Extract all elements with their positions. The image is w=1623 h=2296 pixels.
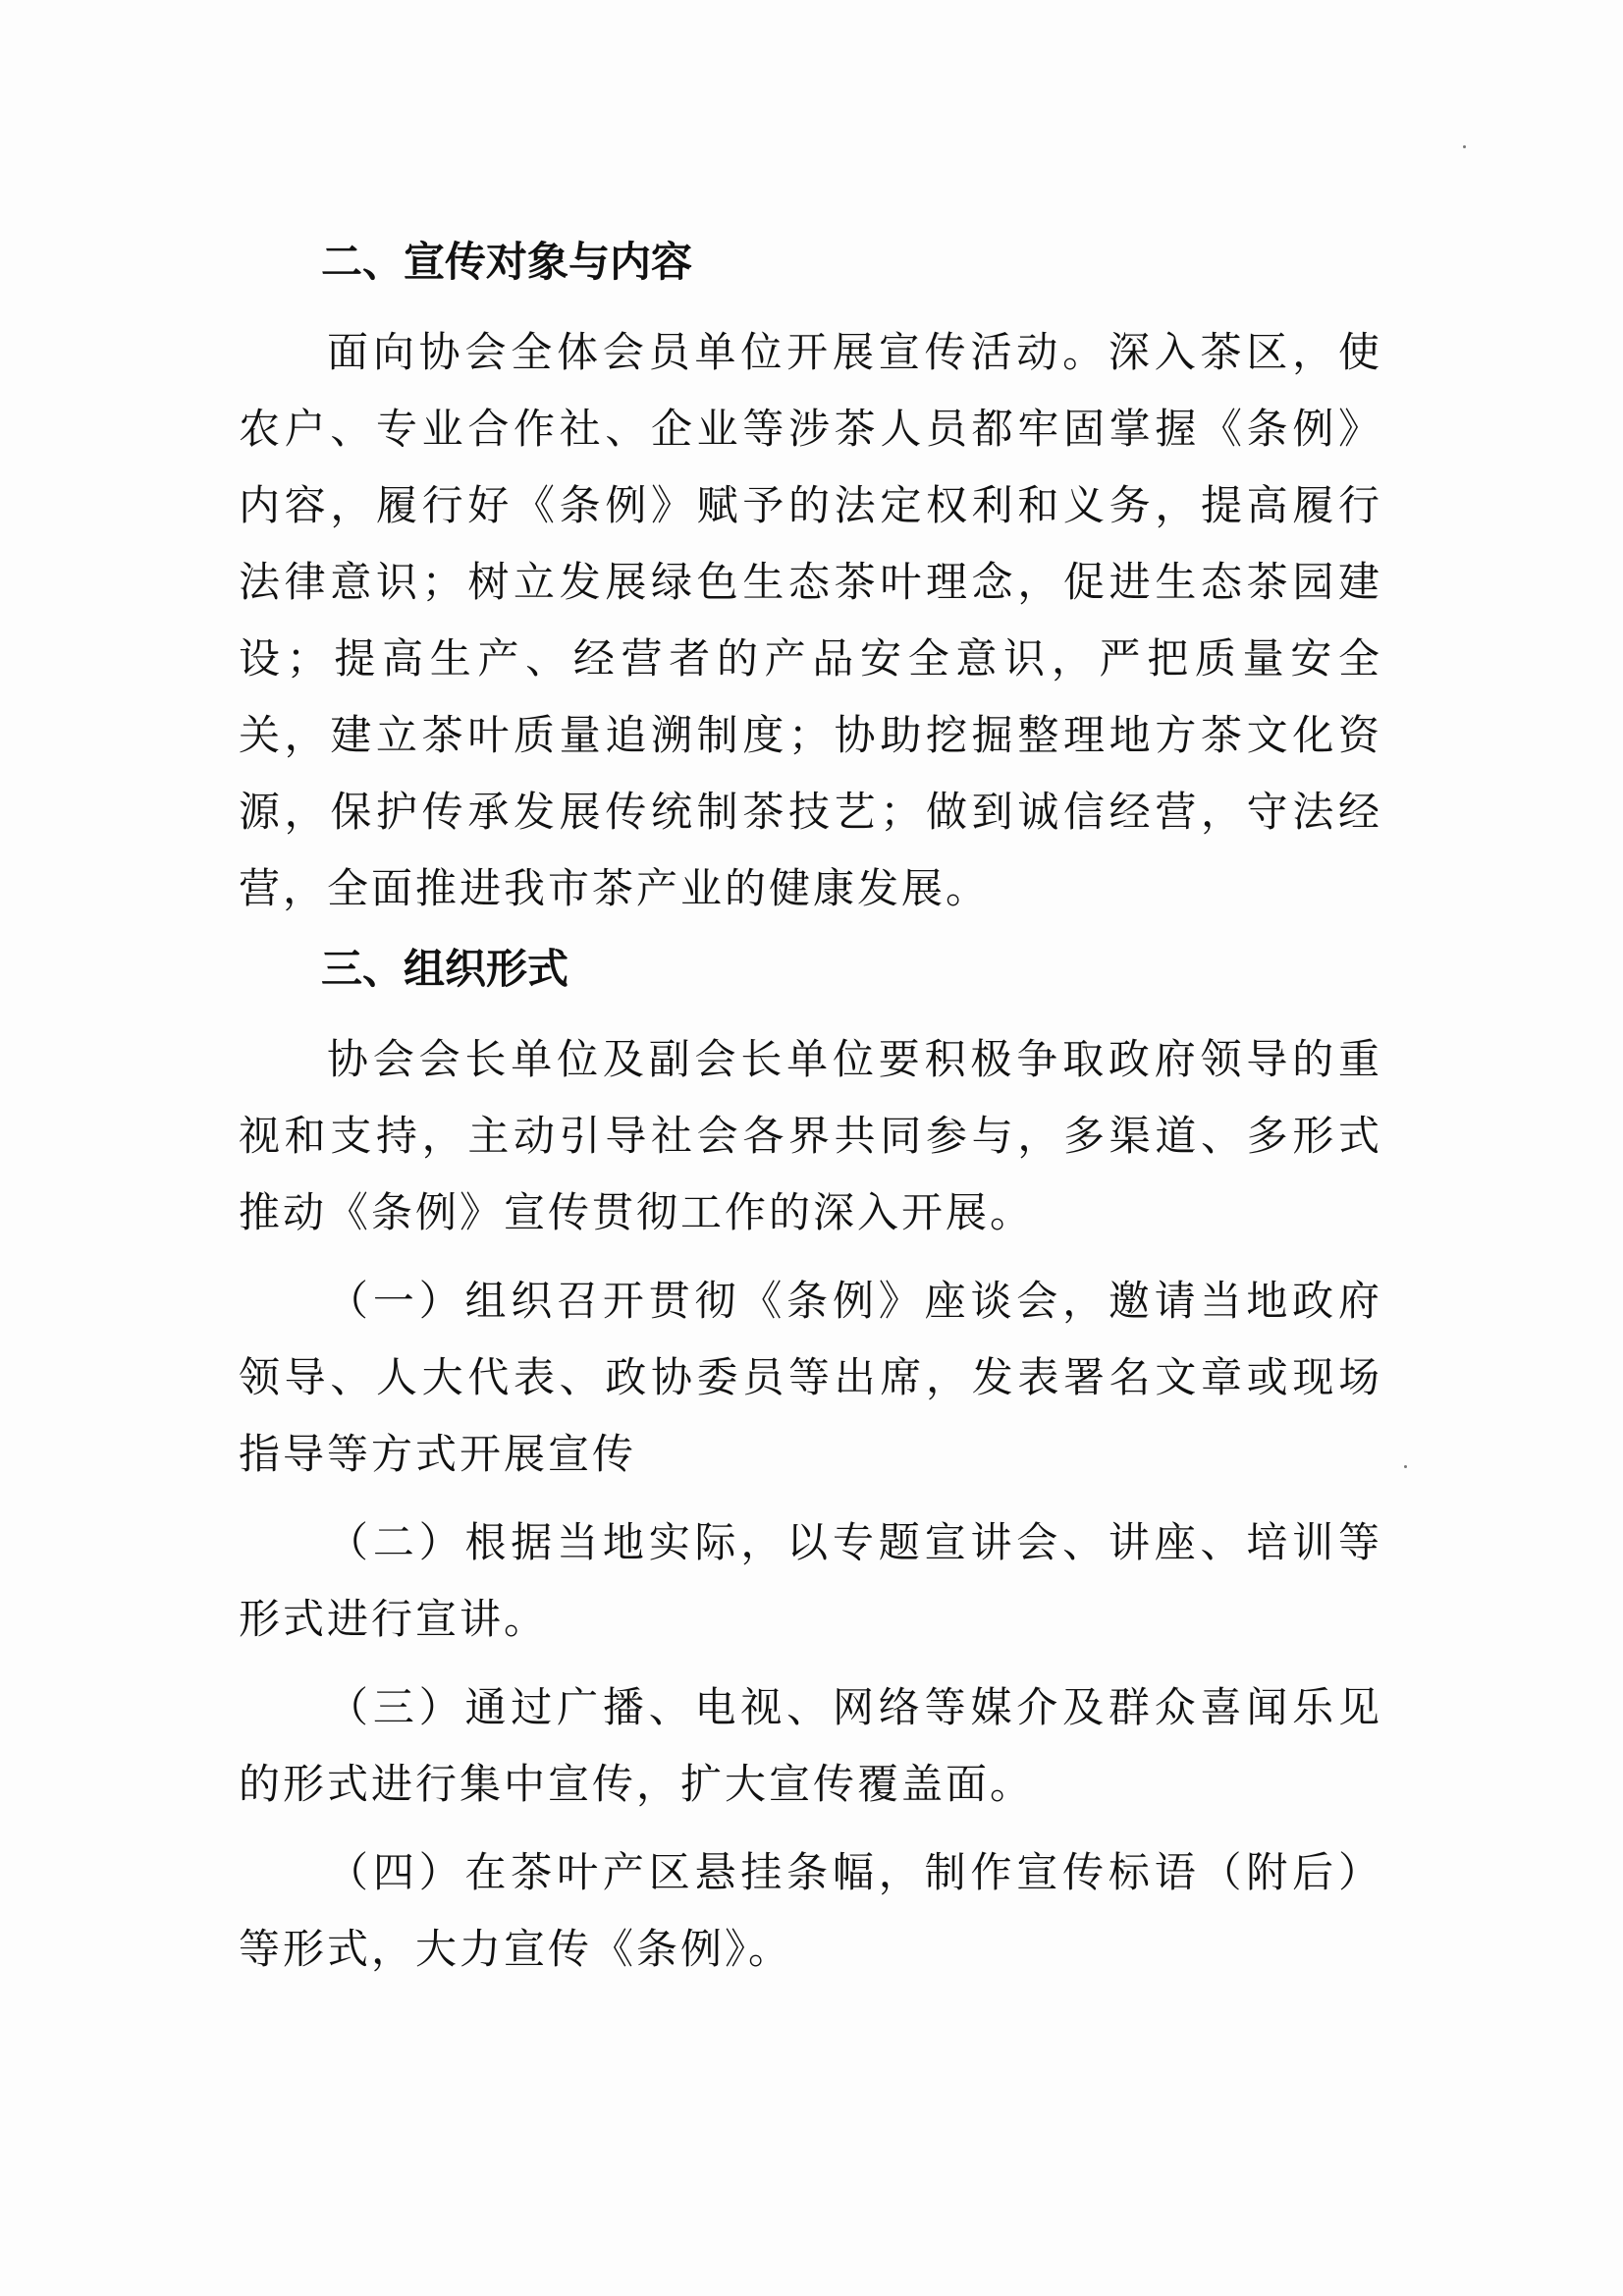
document-body: [239, 224, 1382, 1988]
scan-speck: [1463, 145, 1466, 148]
section-2-paragraph: 面向协会全体会员单位开展宣传活动。深入茶区，使农户、专业合作社、企业等涉茶人员都牢固掌握《条例》内容，履行好《条例》赋予的法定权利和义务，提高履行法律意识；树立发展绿色生态茶叶理念，促进生态茶园建设；提高生产、经营者的产品安全意识，严把质量安全关，建立茶叶质量追溯制度；协助挖掘整理地方茶文化资源，保护传承发展传统制茶技艺；做到诚信经营，守法经营，全面推进我市茶产业的健康发展。: [239, 328, 1382, 912]
section-3-item-1: （一）组织召开贯彻《条例》座谈会，邀请当地政府领导、人大代表、政协委员等出席，发表署名文章或现场指导等方式开展宣传: [239, 1277, 1382, 1478]
section-heading-2: 二、宣传对象与内容: [321, 238, 693, 286]
section-heading-3: 三、组织形式: [321, 945, 569, 993]
section-3-item-2: （二）根据当地实际，以专题宣讲会、讲座、培训等形式进行宣讲。: [239, 1518, 1382, 1643]
scan-speck: [1404, 1465, 1407, 1468]
section-3-item-4: （四）在茶叶产区悬挂条幅，制作宣传标语（附后）等形式，大力宣传《条例》。: [239, 1848, 1382, 1973]
section-3-intro: 协会会长单位及副会长单位要积极争取政府领导的重视和支持，主动引导社会各界共同参与，多渠道、多形式推动《条例》宣传贯彻工作的深入开展。: [239, 1035, 1382, 1236]
section-3-item-3: （三）通过广播、电视、网络等媒介及群众喜闻乐见的形式进行集中宣传，扩大宣传覆盖面。: [239, 1683, 1382, 1808]
